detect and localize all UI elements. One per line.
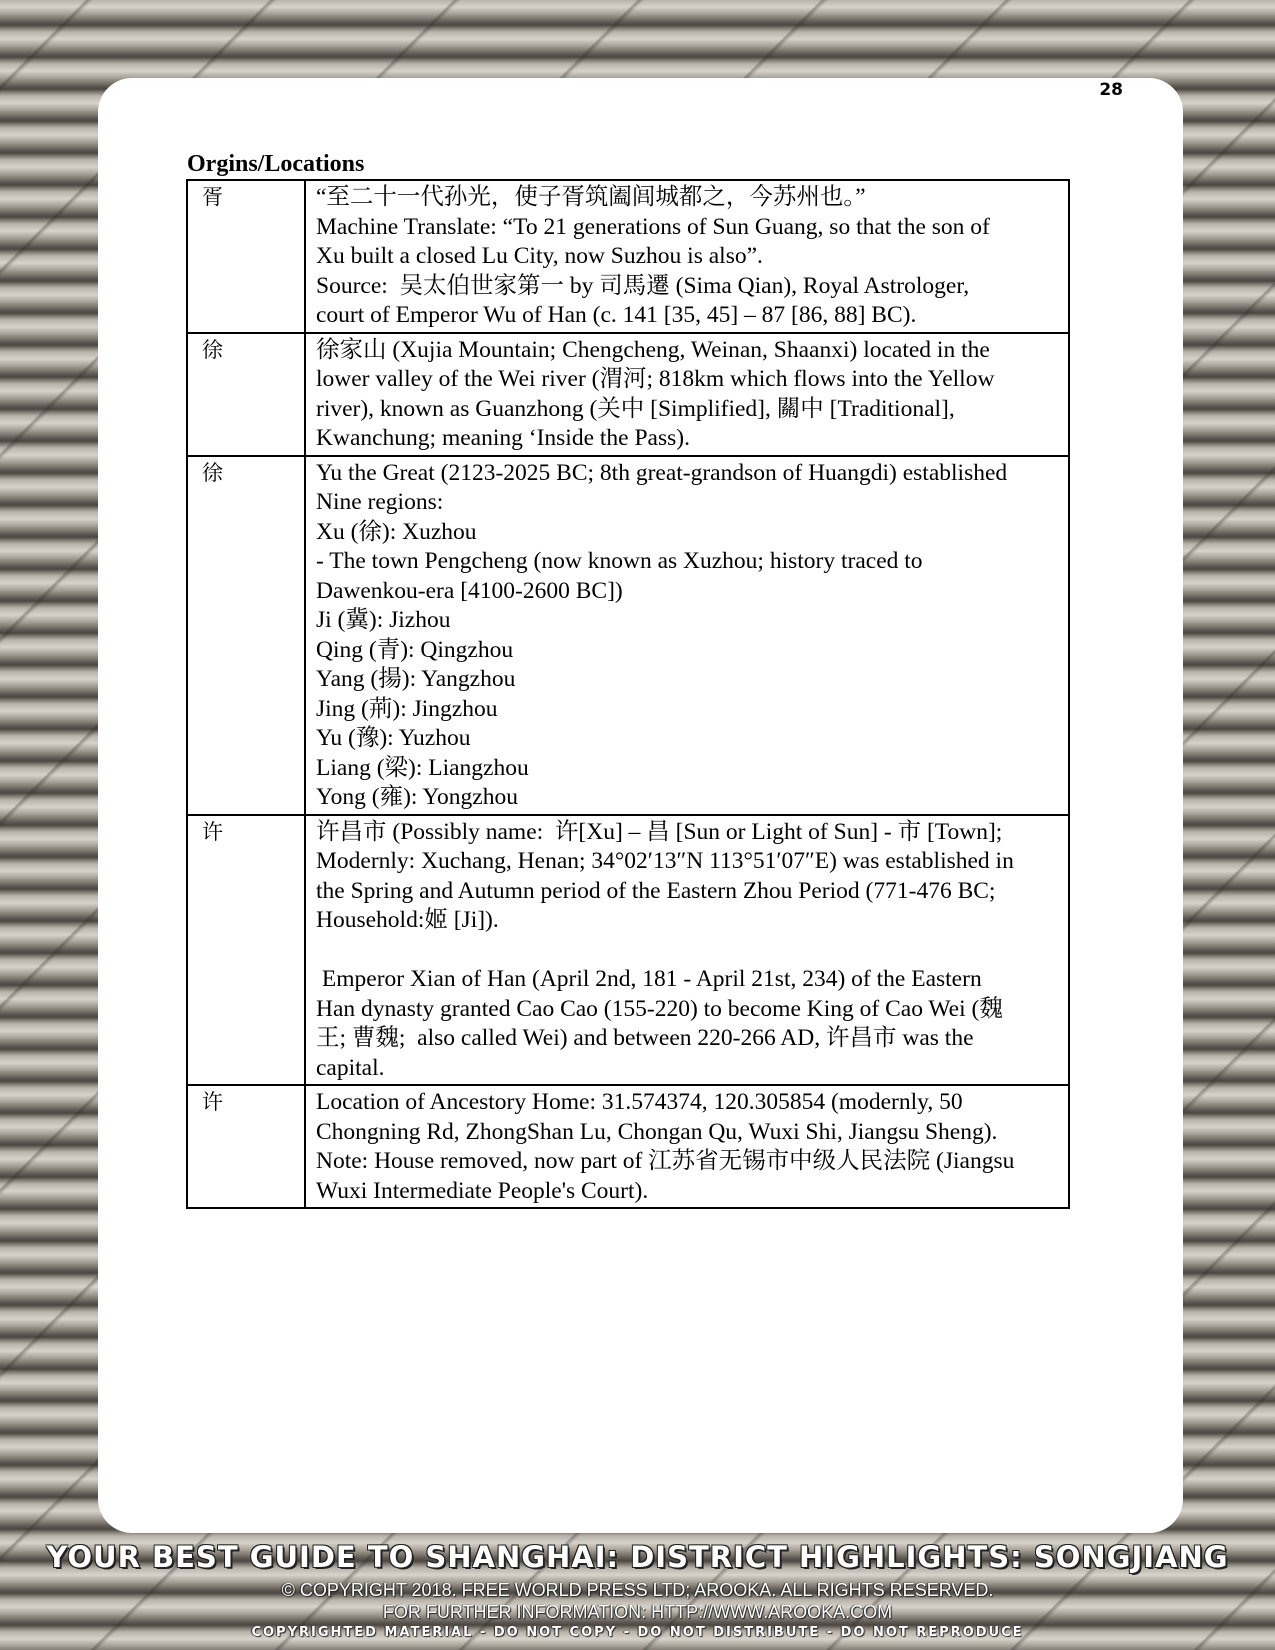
description-line: Yu (豫): Yuzhou	[316, 725, 471, 751]
footer-info: FOR FURTHER INFORMATION: HTTP://WWW.AROOKA.COM	[382, 1602, 893, 1622]
description-line: Jing (荊): Jingzhou	[316, 695, 498, 722]
description-line: Ji (冀): Jizhou	[316, 607, 451, 633]
table-row	[187, 1085, 1069, 1208]
description-line: 许昌市 (Possibly name: 许[Xu] – 昌 [Sun or Light of Sun] - 市 [Town];	[316, 818, 1003, 845]
row-key-cell: 徐	[187, 456, 305, 815]
row-key-cell: 徐	[187, 333, 305, 456]
description-line: “至二十一代孙光，使子胥筑阖闾城都之，今苏州也。”	[316, 184, 866, 210]
description-line: Emperor Xian of Han (April 2nd, 181 - April 21st, 234) of the Eastern	[316, 966, 982, 992]
footer-title: YOUR BEST GUIDE TO SHANGHAI: DISTRICT HIGHLIGHTS: SONGJIANG	[46, 1540, 1229, 1574]
row-key-cell: 许	[187, 1085, 305, 1208]
description-line: Yu the Great (2123-2025 BC; 8th great-grandson of Huangdi) established	[316, 459, 1008, 486]
description-line: Modernly: Xuchang, Henan; 34°02′13″N 113°51′07″E) was established in	[316, 848, 1014, 874]
table-row	[187, 333, 1069, 456]
description-line: Note: House removed, now part of 江苏省无锡市中级人民法院 (Jiangsu	[316, 1148, 1015, 1174]
description-line: Dawenkou-era [4100-2600 BC])	[316, 577, 623, 604]
description-line: Machine Translate: “To 21 generations of Sun Guang, so that the son of	[316, 213, 990, 240]
description-line: Nine regions:	[316, 489, 444, 515]
row-description-cell	[305, 1085, 1069, 1208]
table-row	[187, 456, 1069, 815]
row-description-cell	[305, 333, 1069, 456]
description-line: Location of Ancestory Home: 31.574374, 120.305854 (modernly, 50	[316, 1089, 963, 1115]
description-line: Liang (梁): Liangzhou	[316, 754, 529, 781]
description-line: capital.	[316, 1054, 385, 1081]
description-line: court of Emperor Wu of Han (c. 141 [35, 45] – 87 [86, 88] BC).	[316, 302, 917, 328]
description-line: Yang (揚): Yangzhou	[316, 666, 516, 692]
document-page	[98, 78, 1183, 1533]
description-line: Chongning Rd, ZhongShan Lu, Chongan Qu, Wuxi Shi, Jiangsu Sheng).	[316, 1118, 998, 1145]
description-line: 王; 曹魏; also called Wei) and between 220-266 AD, 许昌市 was the	[316, 1025, 974, 1051]
description-line: Household:姬 [Ji]).	[316, 907, 499, 933]
description-line: the Spring and Autumn period of the Eastern Zhou Period (771-476 BC;	[316, 877, 996, 904]
page-number: 28	[1099, 80, 1123, 100]
section-title: Orgins/Locations	[187, 151, 365, 177]
locations-table	[186, 179, 1070, 1209]
description-line: Qing (青): Qingzhou	[316, 636, 514, 663]
row-description-cell	[305, 815, 1069, 1086]
table-row	[187, 815, 1069, 1086]
footer-notice: COPYRIGHTED MATERIAL - DO NOT COPY - DO NOT DISTRIBUTE - DO NOT REPRODUCE	[251, 1625, 1024, 1640]
description-line: Xu built a closed Lu City, now Suzhou is also”.	[316, 243, 763, 269]
row-description-cell	[305, 456, 1069, 815]
description-line: Wuxi Intermediate People's Court).	[316, 1177, 649, 1204]
row-key-cell: 胥	[187, 180, 305, 333]
description-line: Yong (雍): Yongzhou	[316, 784, 518, 810]
row-key-cell: 许	[187, 815, 305, 1086]
footer-copyright: © COPYRIGHT 2018. FREE WORLD PRESS LTD; AROOKA. ALL RIGHTS RESERVED.	[281, 1580, 994, 1600]
description-line: - The town Pengcheng (now known as Xuzhou; history traced to	[316, 548, 923, 574]
table-row	[187, 180, 1069, 333]
description-line: Xu (徐): Xuzhou	[316, 518, 477, 545]
description-line: 徐家山 (Xujia Mountain; Chengcheng, Weinan, Shaanxi) located in the	[316, 336, 990, 363]
description-line: Kwanchung; meaning ‘Inside the Pass).	[316, 425, 690, 451]
description-line: river), known as Guanzhong (关中 [Simplified], 關中 [Traditional],	[316, 395, 955, 422]
description-line	[316, 936, 1058, 966]
description-line: Source: 吴太伯世家第一 by 司馬遷 (Sima Qian), Royal Astrologer,	[316, 272, 970, 299]
description-line: Han dynasty granted Cao Cao (155-220) to become King of Cao Wei (魏	[316, 995, 1003, 1022]
description-line: lower valley of the Wei river (渭河; 818km which flows into the Yellow	[316, 366, 995, 392]
row-description-cell	[305, 180, 1069, 333]
